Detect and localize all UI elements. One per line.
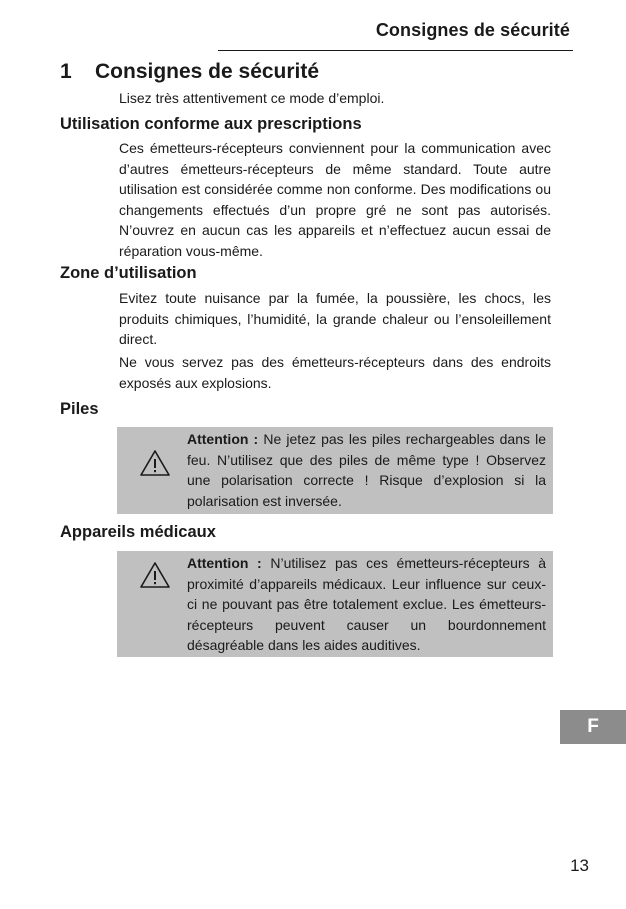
language-tab: F [560, 710, 626, 744]
warning-message: N’utilisez pas ces émetteurs-récepteurs à proximité d’appareils médicaux. Leur influence sur ceux-ci ne pouvant pas être totalement exclue. Les émetteurs-récepteurs peuvent causer un bourdonnement désagréable dans les aides auditives. [187, 555, 547, 653]
heading-utilisation: Utilisation conforme aux prescriptions [60, 115, 362, 133]
chapter-number: 1 [60, 60, 72, 83]
heading-piles: Piles [60, 400, 99, 418]
heading-zone: Zone d’utilisation [60, 264, 197, 282]
chapter-heading [60, 60, 319, 84]
paragraph-utilisation: Ces émetteurs-récepteurs conviennent pour la communication avec d’autres émetteurs-récepteurs de même standard. Toute autre utilisation est considérée comme non conforme. Des modifications ou changements effectués d’un propre gré ne sont pas autorisés. N’ouvrez en aucun cas les appareils et n’effectuez aucun essai de réparation vous-même. [119, 140, 551, 259]
heading-medicaux: Appareils médicaux [60, 523, 216, 541]
warning-text-piles [187, 429, 546, 511]
warning-label: Attention : [187, 555, 262, 571]
warning-triangle-icon [139, 449, 171, 477]
running-header: Consignes de sécurité [375, 20, 570, 40]
header-divider [218, 50, 573, 51]
warning-message: Ne jetez pas les piles rechargeables dans le feu. N’utilisez que des piles de même type ! Observez une polarisation correcte ! Risque d’explosion si la polarisation est inversée. [187, 431, 547, 509]
paragraph-zone-1: Evitez toute nuisance par la fumée, la poussière, les chocs, les produits chimiques, l’humidité, la grande chaleur ou l’ensoleillement direct. [119, 290, 551, 347]
warning-triangle-icon [139, 561, 171, 589]
warning-box-piles [117, 427, 553, 514]
warning-label: Attention : [187, 431, 259, 447]
warning-box-medicaux [117, 551, 553, 657]
paragraph-zone-2: Ne vous servez pas des émetteurs-récepteurs dans des endroits exposés aux explosions. [119, 354, 551, 391]
page-number: 13 [570, 856, 589, 875]
warning-text-medicaux [187, 553, 546, 656]
chapter-title: Consignes de sécurité [95, 60, 320, 83]
chapter-intro: Lisez très attentivement ce mode d’emploi. [119, 90, 385, 106]
